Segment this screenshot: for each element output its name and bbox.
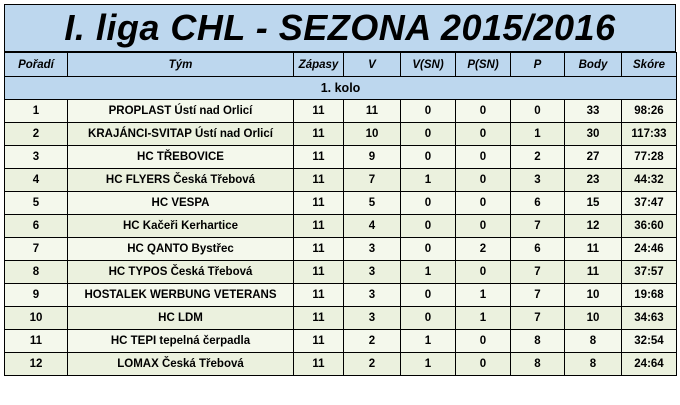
table-row (5, 123, 677, 146)
games-cell: 11 (294, 330, 344, 353)
team-name-cell: HC QANTO Bystřec (68, 238, 294, 261)
round-row (5, 77, 677, 100)
score-cell: 24:64 (622, 353, 677, 376)
wins-cell: 3 (344, 238, 401, 261)
score-cell: 117:33 (622, 123, 677, 146)
rank-cell: 3 (5, 146, 68, 169)
rank-cell: 9 (5, 284, 68, 307)
losses-cell: 3 (511, 169, 565, 192)
losses-cell: 1 (511, 123, 565, 146)
rank-cell: 4 (5, 169, 68, 192)
wins-cell: 10 (344, 123, 401, 146)
losses-so-cell: 1 (456, 284, 511, 307)
rank-cell: 2 (5, 123, 68, 146)
col-header-losses: P (511, 53, 565, 77)
points-cell: 30 (565, 123, 622, 146)
losses-so-cell: 0 (456, 215, 511, 238)
team-name-cell: HC VESPA (68, 192, 294, 215)
losses-so-cell: 0 (456, 261, 511, 284)
team-name-cell: KRAJÁNCI-SVITAP Ústí nad Orlicí (68, 123, 294, 146)
games-cell: 11 (294, 307, 344, 330)
team-name-cell: HC Kačeři Kerhartice (68, 215, 294, 238)
wins-cell: 5 (344, 192, 401, 215)
score-cell: 37:47 (622, 192, 677, 215)
table-row (5, 100, 677, 123)
points-cell: 10 (565, 307, 622, 330)
table-row (5, 169, 677, 192)
losses-so-cell: 0 (456, 123, 511, 146)
rank-cell: 1 (5, 100, 68, 123)
wins-cell: 3 (344, 284, 401, 307)
wins-cell: 3 (344, 307, 401, 330)
points-cell: 33 (565, 100, 622, 123)
score-cell: 98:26 (622, 100, 677, 123)
wins-cell: 11 (344, 100, 401, 123)
games-cell: 11 (294, 169, 344, 192)
losses-cell: 6 (511, 238, 565, 261)
games-cell: 11 (294, 192, 344, 215)
team-name-cell: HC LDM (68, 307, 294, 330)
col-header-rank: Pořadí (5, 53, 68, 77)
losses-cell: 7 (511, 307, 565, 330)
table-row (5, 261, 677, 284)
losses-so-cell: 0 (456, 100, 511, 123)
wins-cell: 4 (344, 215, 401, 238)
table-row (5, 215, 677, 238)
score-cell: 77:28 (622, 146, 677, 169)
rank-cell: 10 (5, 307, 68, 330)
table-row (5, 330, 677, 353)
wins-so-cell: 0 (401, 284, 456, 307)
losses-cell: 8 (511, 353, 565, 376)
team-name-cell: HC FLYERS Česká Třebová (68, 169, 294, 192)
wins-so-cell: 0 (401, 123, 456, 146)
score-cell: 34:63 (622, 307, 677, 330)
rank-cell: 5 (5, 192, 68, 215)
games-cell: 11 (294, 146, 344, 169)
col-header-team: Tým (68, 53, 294, 77)
score-cell: 32:54 (622, 330, 677, 353)
score-cell: 36:60 (622, 215, 677, 238)
col-header-wins: V (344, 53, 401, 77)
losses-so-cell: 1 (456, 307, 511, 330)
wins-cell: 9 (344, 146, 401, 169)
points-cell: 12 (565, 215, 622, 238)
col-header-wins-so: V(SN) (401, 53, 456, 77)
losses-so-cell: 0 (456, 169, 511, 192)
team-name-cell: PROPLAST Ústí nad Orlicí (68, 100, 294, 123)
standings-container (4, 4, 676, 376)
points-cell: 15 (565, 192, 622, 215)
losses-cell: 6 (511, 192, 565, 215)
losses-so-cell: 0 (456, 146, 511, 169)
wins-so-cell: 1 (401, 261, 456, 284)
points-cell: 8 (565, 353, 622, 376)
header-row (5, 53, 677, 77)
points-cell: 23 (565, 169, 622, 192)
team-name-cell: HC TEPI tepelná čerpadla (68, 330, 294, 353)
losses-cell: 7 (511, 261, 565, 284)
wins-cell: 3 (344, 261, 401, 284)
table-row (5, 284, 677, 307)
games-cell: 11 (294, 238, 344, 261)
points-cell: 27 (565, 146, 622, 169)
wins-so-cell: 0 (401, 215, 456, 238)
rank-cell: 6 (5, 215, 68, 238)
team-name-cell: HOSTALEK WERBUNG VETERANS (68, 284, 294, 307)
games-cell: 11 (294, 123, 344, 146)
table-row (5, 353, 677, 376)
score-cell: 19:68 (622, 284, 677, 307)
wins-so-cell: 0 (401, 100, 456, 123)
wins-so-cell: 1 (401, 169, 456, 192)
col-header-games: Zápasy (294, 53, 344, 77)
games-cell: 11 (294, 261, 344, 284)
wins-so-cell: 1 (401, 353, 456, 376)
losses-so-cell: 0 (456, 192, 511, 215)
col-header-score: Skóre (622, 53, 677, 77)
losses-cell: 0 (511, 100, 565, 123)
score-cell: 37:57 (622, 261, 677, 284)
wins-so-cell: 0 (401, 238, 456, 261)
wins-cell: 2 (344, 353, 401, 376)
team-name-cell: HC TYPOS Česká Třebová (68, 261, 294, 284)
games-cell: 11 (294, 100, 344, 123)
rank-cell: 8 (5, 261, 68, 284)
table-row (5, 238, 677, 261)
wins-so-cell: 0 (401, 192, 456, 215)
col-header-losses-so: P(SN) (456, 53, 511, 77)
wins-cell: 7 (344, 169, 401, 192)
rank-cell: 12 (5, 353, 68, 376)
points-cell: 8 (565, 330, 622, 353)
wins-so-cell: 1 (401, 330, 456, 353)
table-row (5, 146, 677, 169)
games-cell: 11 (294, 353, 344, 376)
round-label: 1. kolo (5, 77, 677, 100)
losses-cell: 8 (511, 330, 565, 353)
page-title: I. liga CHL - SEZONA 2015/2016 (4, 4, 676, 52)
losses-so-cell: 2 (456, 238, 511, 261)
table-row (5, 192, 677, 215)
losses-so-cell: 0 (456, 353, 511, 376)
wins-cell: 2 (344, 330, 401, 353)
points-cell: 10 (565, 284, 622, 307)
team-name-cell: HC TŘEBOVICE (68, 146, 294, 169)
table-row (5, 307, 677, 330)
rank-cell: 7 (5, 238, 68, 261)
wins-so-cell: 0 (401, 307, 456, 330)
games-cell: 11 (294, 284, 344, 307)
rank-cell: 11 (5, 330, 68, 353)
points-cell: 11 (565, 238, 622, 261)
losses-cell: 7 (511, 284, 565, 307)
wins-so-cell: 0 (401, 146, 456, 169)
score-cell: 24:46 (622, 238, 677, 261)
games-cell: 11 (294, 215, 344, 238)
score-cell: 44:32 (622, 169, 677, 192)
standings-table (4, 52, 677, 376)
losses-cell: 2 (511, 146, 565, 169)
col-header-points: Body (565, 53, 622, 77)
losses-so-cell: 0 (456, 330, 511, 353)
points-cell: 11 (565, 261, 622, 284)
losses-cell: 7 (511, 215, 565, 238)
team-name-cell: LOMAX Česká Třebová (68, 353, 294, 376)
